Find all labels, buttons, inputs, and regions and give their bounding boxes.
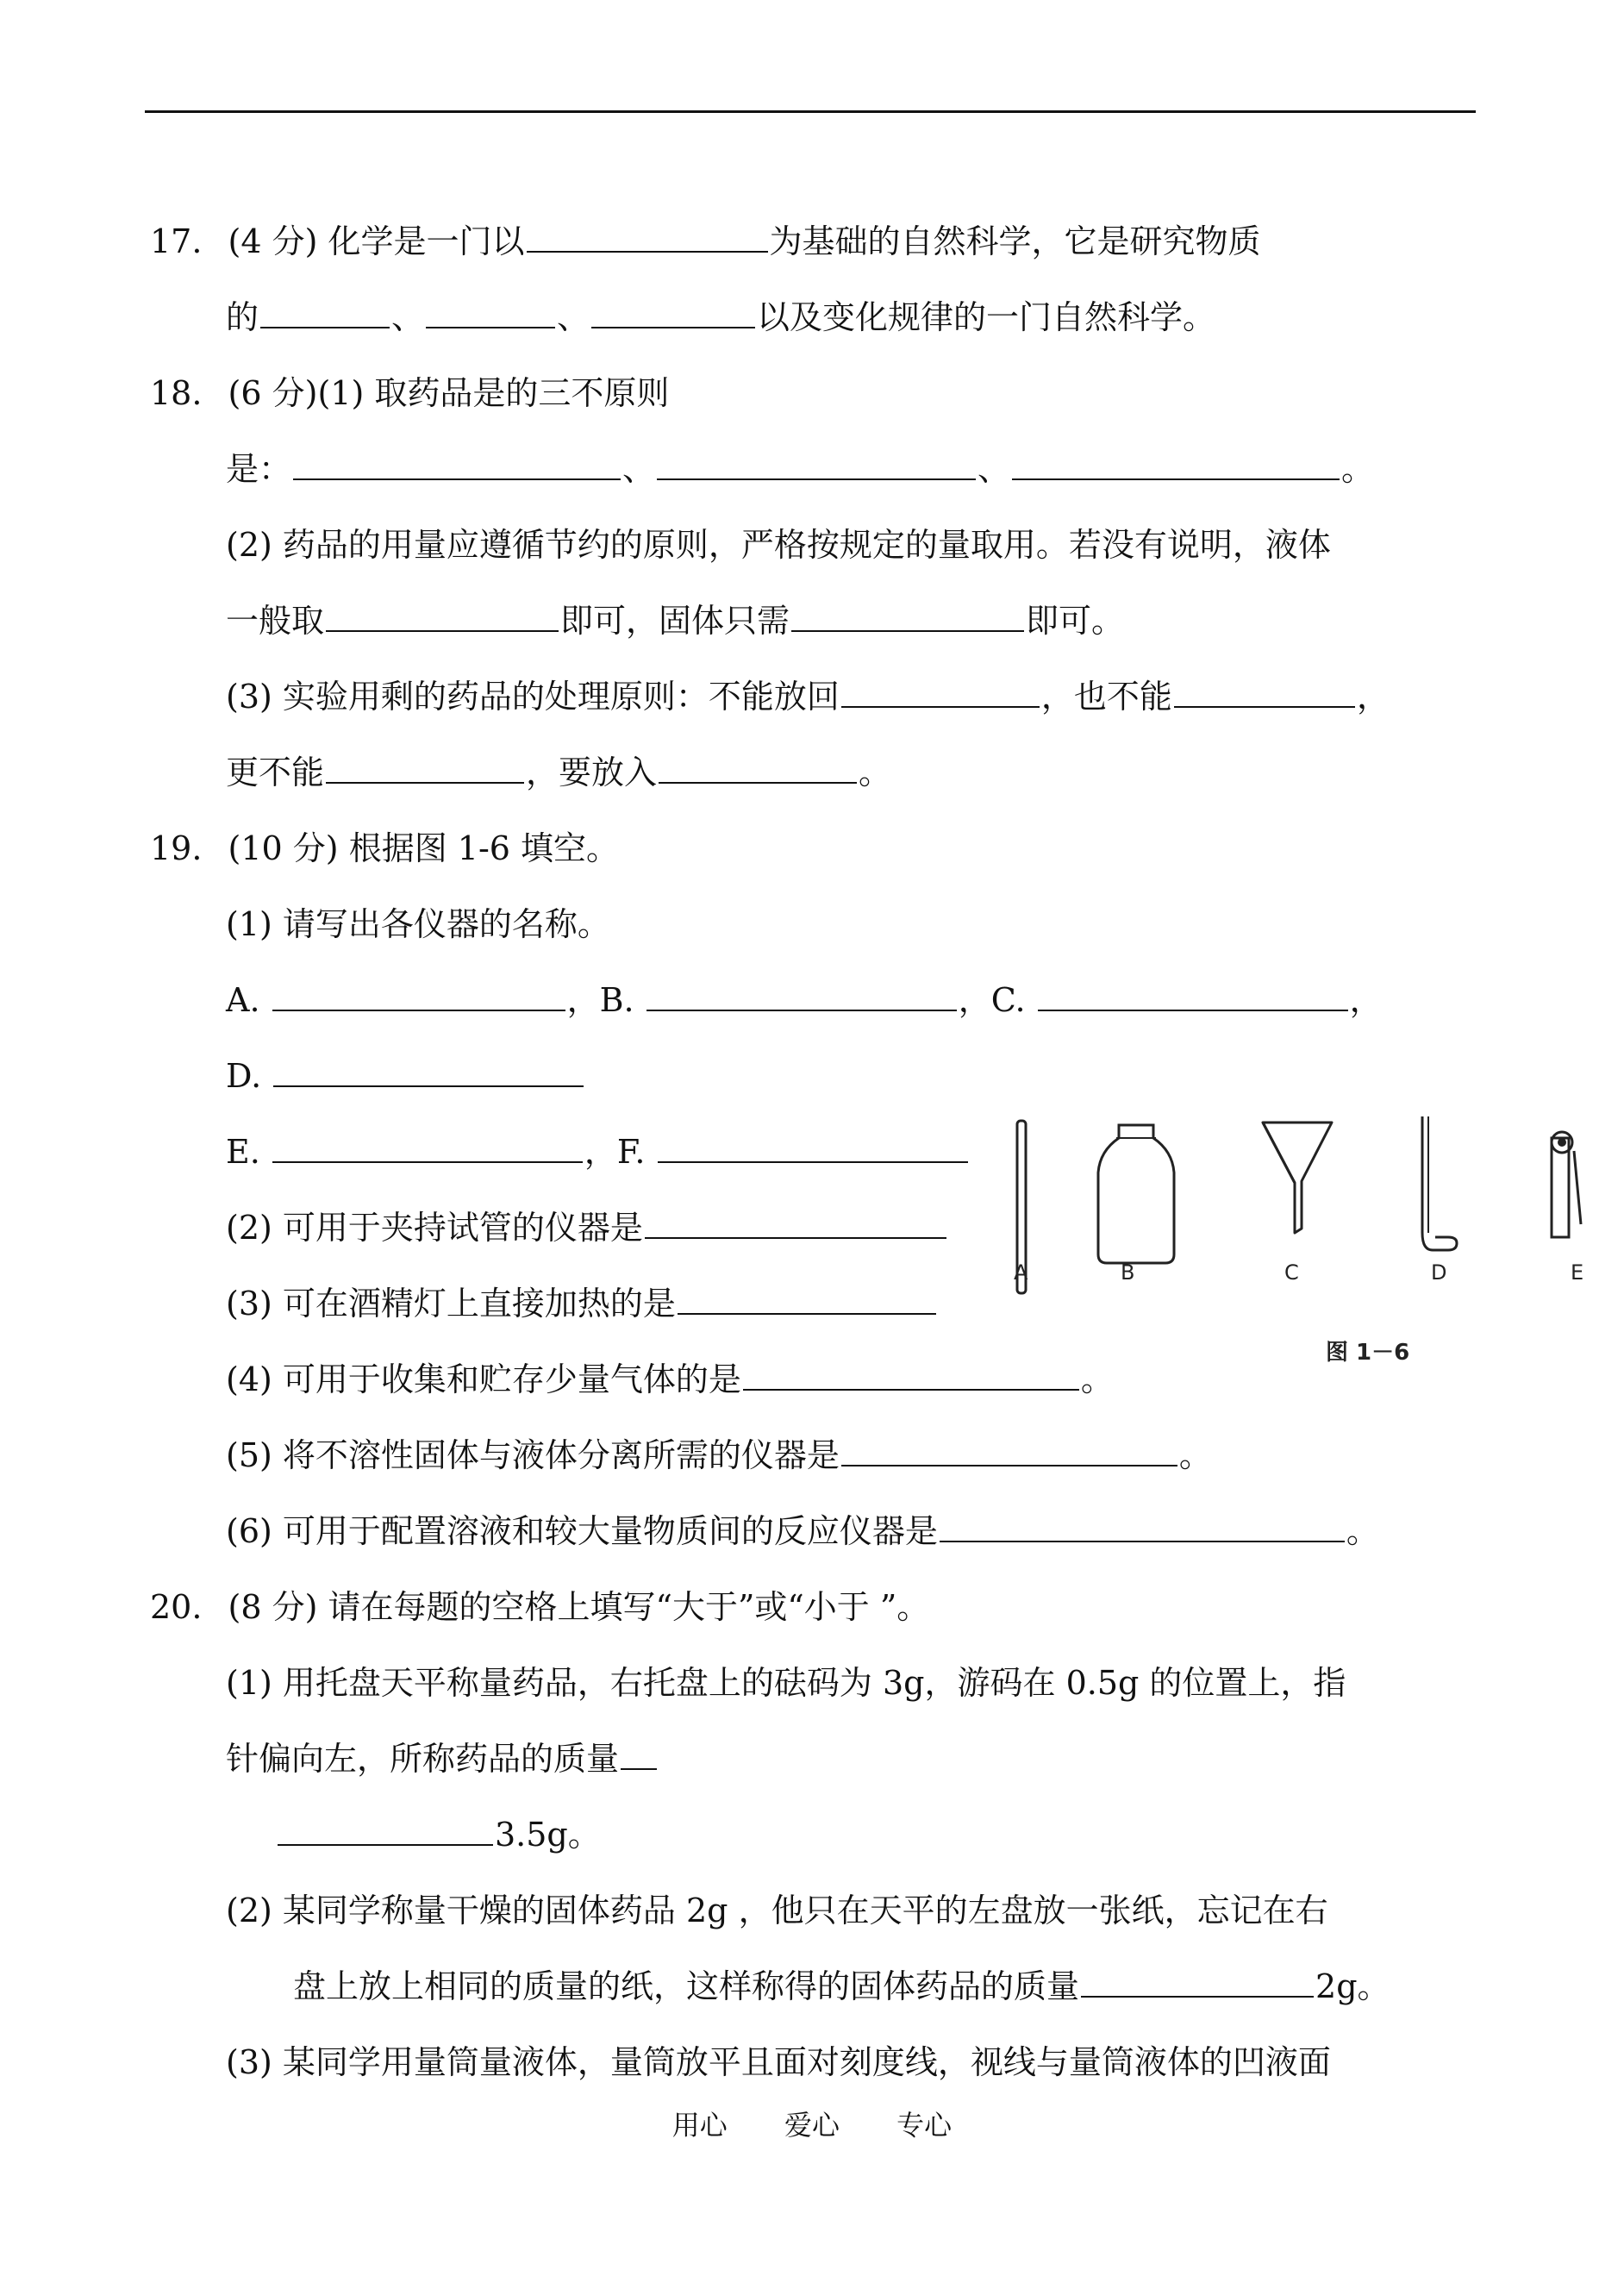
figure-1-6: [991, 1104, 1624, 1388]
gas-bottle-icon: [1098, 1125, 1174, 1263]
answer-blank[interactable]: [1012, 444, 1340, 480]
label-c: ，C.: [958, 981, 1026, 1019]
q18-text: 是：: [226, 450, 292, 488]
q19-line-6: [226, 1202, 948, 1254]
separator: 、: [622, 450, 656, 488]
q19-line-5: [226, 1126, 970, 1178]
figure-label-a: A: [1014, 1260, 1028, 1285]
q18-text: ，: [1356, 678, 1390, 716]
label-f: ，F.: [584, 1133, 646, 1171]
q20-text: (2) 某同学称量干燥的固体药品 2g ，他只在天平的左盘放一张纸，忘记在右: [226, 1892, 1328, 1929]
answer-blank[interactable]: [326, 596, 559, 632]
q20-text: 2g。: [1315, 1967, 1390, 2005]
answer-blank[interactable]: [591, 292, 755, 328]
answer-blank[interactable]: [841, 1430, 1177, 1466]
period: 。: [1080, 1360, 1114, 1398]
separator: 、: [978, 450, 1011, 488]
answer-blank[interactable]: [791, 596, 1024, 632]
page-footer: [0, 2104, 1624, 2147]
q20-text: 3.5g。: [495, 1816, 601, 1854]
q19-text: (1) 请写出各仪器的名称。: [226, 905, 610, 943]
q19-line-4: [226, 1050, 585, 1102]
q20-line-3: [226, 1733, 659, 1785]
q18-text: (2) 药品的用量应遵循节约的原则，严格按规定的量取用。若没有说明，液体: [226, 526, 1331, 564]
q18-line-4: [226, 595, 1124, 647]
answer-blank[interactable]: [659, 747, 857, 784]
apparatus-drawings: [991, 1104, 1624, 1310]
q20-line-5: [226, 1885, 1328, 1936]
separator: 、: [391, 298, 425, 336]
answer-blank[interactable]: [326, 747, 524, 784]
q19-line-8: [226, 1354, 1114, 1405]
q19-text: (3) 可在酒精灯上直接加热的是: [226, 1285, 676, 1323]
figure-label-b: B: [1121, 1260, 1135, 1285]
answer-blank[interactable]: [260, 292, 390, 328]
figure-label-c: C: [1284, 1260, 1299, 1285]
q19-line-7: [226, 1278, 938, 1329]
period: 。: [1341, 450, 1375, 488]
q18-text: 即可，固体只需: [560, 602, 790, 640]
q17-number: 17.: [150, 222, 203, 260]
label-e: E.: [226, 1133, 260, 1171]
q18-text: 即可。: [1026, 602, 1125, 640]
q17-line-1: [150, 216, 1261, 267]
combustion-spoon-icon: [1422, 1116, 1457, 1250]
q18-text: ，要放入: [526, 754, 658, 791]
q19-text: (2) 可用于夹持试管的仪器是: [226, 1209, 643, 1247]
footer-text-2: 爱心: [784, 2109, 840, 2142]
answer-blank[interactable]: [272, 975, 565, 1011]
q18-line-1: [150, 367, 669, 419]
q20-line-4: [278, 1809, 601, 1860]
answer-blank[interactable]: [841, 672, 1040, 708]
q18-text: 更不能: [226, 754, 325, 791]
q18-text: (3) 实验用剩的药品的处理原则：不能放回: [226, 678, 840, 716]
q20-line-7: [226, 2036, 1331, 2088]
q17-text-b: 为基础的自然科学，它是研究物质: [769, 222, 1261, 260]
q17-line-2: [226, 291, 1215, 343]
q20-line-2: [226, 1657, 1346, 1709]
q19-text: (6) 可用于配置溶液和较大量物质间的反应仪器是: [226, 1512, 938, 1550]
test-tube-holder-icon: [1552, 1132, 1581, 1237]
header-rule: [145, 110, 1476, 113]
answer-blank[interactable]: [278, 1810, 493, 1846]
answer-blank[interactable]: [658, 1127, 968, 1163]
separator: 、: [557, 298, 590, 336]
q20-number: 20.: [150, 1588, 203, 1626]
funnel-icon: [1263, 1122, 1332, 1233]
figure-caption: 图 1－6: [1326, 1340, 1410, 1366]
q19-number: 19.: [150, 829, 203, 867]
answer-blank[interactable]: [657, 444, 976, 480]
footer-text-1: 用心: [671, 2109, 728, 2142]
label-a: A.: [226, 981, 260, 1019]
figure-label-e: E: [1571, 1260, 1584, 1285]
q19-line-3: [226, 974, 1383, 1026]
q18-text: 一般取: [226, 602, 325, 640]
q20-text: (3) 某同学用量筒量液体，量筒放平且面对刻度线，视线与量筒液体的凹液面: [226, 2043, 1331, 2081]
q19-line-10: [226, 1505, 1379, 1557]
q19-text: (10 分) 根据图 1-6 填空。: [228, 829, 620, 867]
answer-blank[interactable]: [645, 1203, 946, 1239]
q19-line-1: [150, 822, 619, 874]
answer-blank[interactable]: [1038, 975, 1348, 1011]
q20-text: 盘上放上相同的质量的纸，这样称得的固体药品的质量: [293, 1967, 1080, 2005]
q18-line-3: [226, 519, 1331, 571]
answer-blank[interactable]: [273, 1051, 584, 1087]
answer-blank[interactable]: [1081, 1961, 1314, 1998]
answer-blank[interactable]: [527, 216, 768, 253]
q20-line-6: [293, 1960, 1390, 2012]
q19-text: (5) 将不溶性固体与液体分离所需的仪器是: [226, 1436, 840, 1474]
answer-blank[interactable]: [678, 1279, 936, 1315]
figure-label-d: D: [1431, 1260, 1447, 1285]
comma: ，: [1349, 981, 1383, 1019]
q18-text: 。: [859, 754, 892, 791]
q18-number: 18.: [150, 374, 203, 412]
q18-text: (6 分)(1) 取药品是的三不原则: [228, 374, 670, 412]
answer-blank[interactable]: [1174, 672, 1355, 708]
q19-text: (4) 可用于收集和贮存少量气体的是: [226, 1360, 741, 1398]
q18-line-6: [226, 747, 891, 798]
answer-blank[interactable]: [426, 292, 555, 328]
answer-blank[interactable]: [940, 1506, 1345, 1542]
q17-text-c: 的: [226, 298, 259, 336]
q18-text: ，也不能: [1040, 678, 1172, 716]
label-d: D.: [226, 1057, 262, 1095]
q17-text-a: (4 分) 化学是一门以: [228, 222, 525, 260]
q20-text: (1) 用托盘天平称量药品，右托盘上的砝码为 3g，游码在 0.5g 的位置上，指: [226, 1664, 1346, 1702]
q19-line-9: [226, 1429, 1212, 1481]
q20-text: (8 分) 请在每题的空格上填写“大于”或“小于 ”。: [228, 1588, 930, 1626]
q20-line-1: [150, 1581, 929, 1633]
q18-line-5: [226, 671, 1390, 722]
label-b: ，B.: [566, 981, 634, 1019]
q20-text: 针偏向左，所称药品的质量: [226, 1740, 620, 1778]
period: 。: [1178, 1436, 1212, 1474]
answer-blank[interactable]: [646, 975, 957, 1011]
period: 。: [1346, 1512, 1379, 1550]
q18-line-2: [226, 443, 1374, 495]
answer-blank[interactable]: [621, 1734, 657, 1770]
answer-blank[interactable]: [293, 444, 621, 480]
footer-text-3: 专心: [896, 2109, 953, 2142]
q17-text-d: 以及变化规律的一门自然科学。: [757, 298, 1216, 336]
answer-blank[interactable]: [272, 1127, 583, 1163]
q19-line-2: [226, 898, 610, 950]
